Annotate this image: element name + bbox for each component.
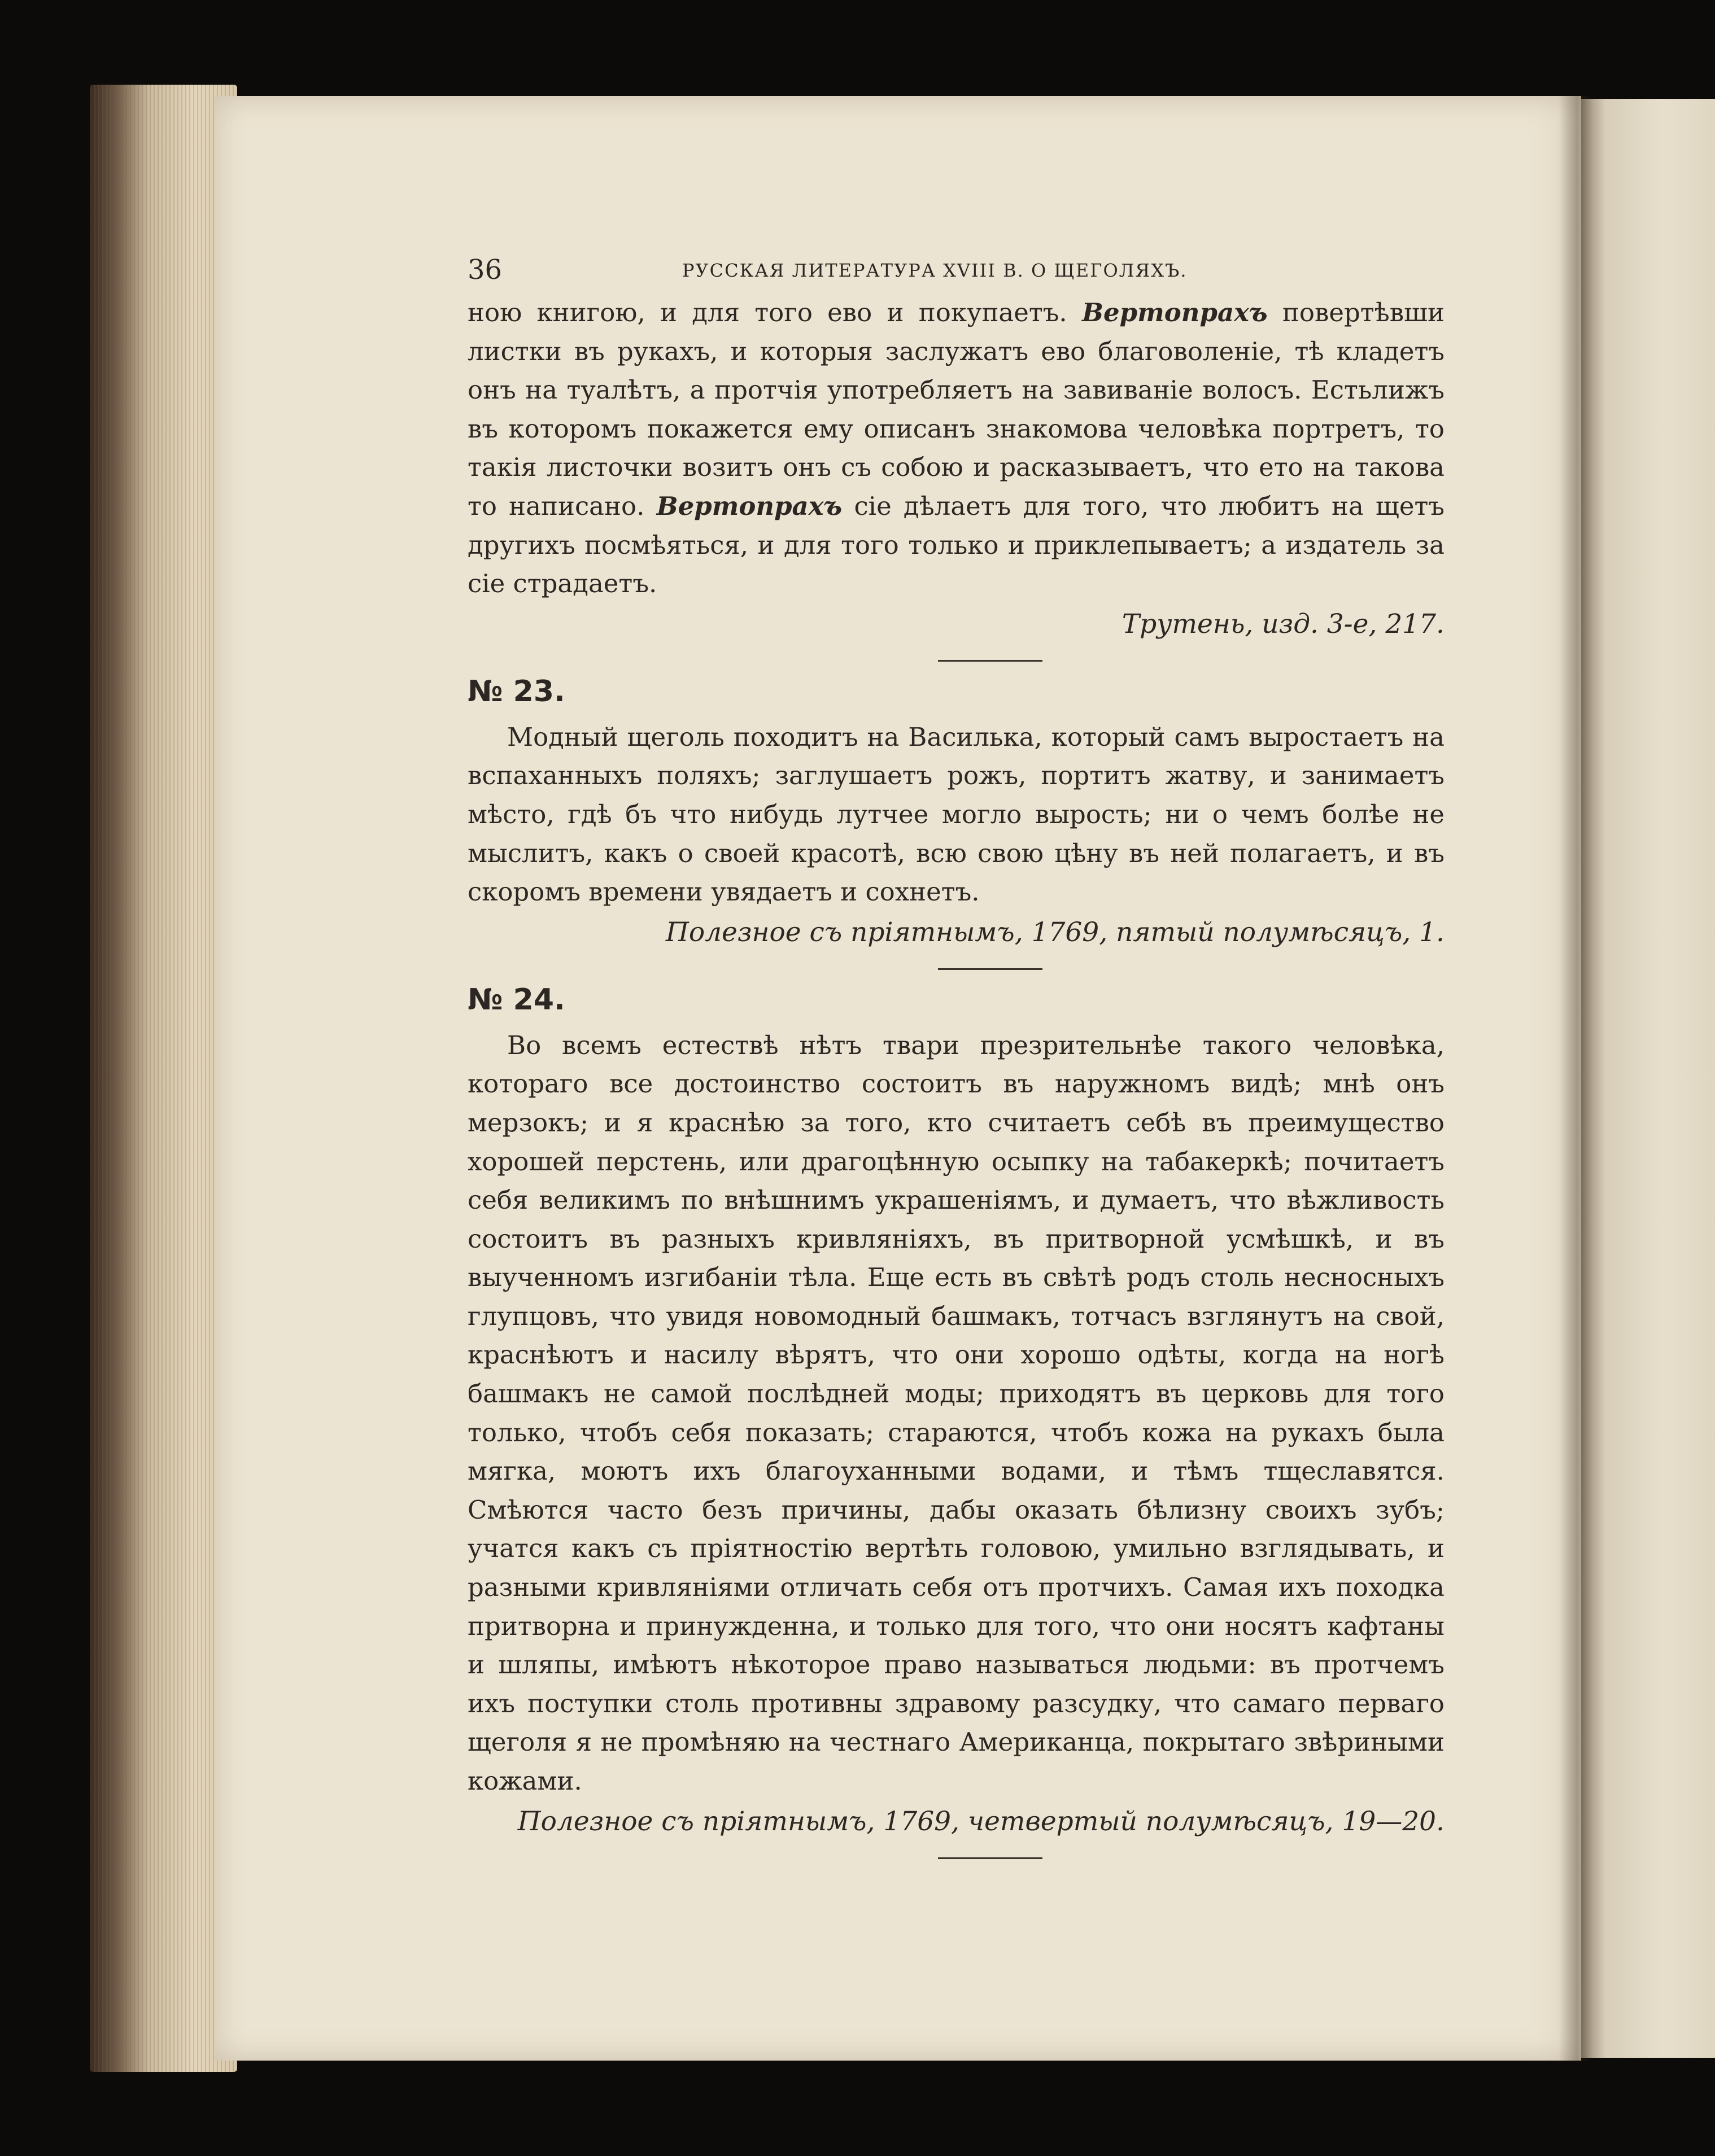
entry-23-number: № 23. [468, 674, 565, 709]
entry-22-citation: Трутень, изд. 3-е, 217. [1121, 608, 1445, 640]
page-text [468, 254, 1445, 1869]
book-gutter [1559, 96, 1592, 2061]
entry-22-tail-paragraph [468, 294, 1445, 603]
running-title: РУССКАЯ ЛИТЕРАТУРА XVIII В. О ЩЕГОЛЯХЪ. [682, 260, 1188, 281]
entry-24-paragraph: Во всемъ естествѣ нѣтъ твари презрительнѣе такого человѣка, котораго все достоинство состоитъ въ наружномъ видѣ; мнѣ онъ мерзокъ; и я краснѣю за того, кто считаетъ себѣ въ преимущество хорошей перстень, или драгоцѣнную осыпку на табакеркѣ; почитаетъ себя великимъ по внѣшнимъ украшенiямъ, и думаетъ, что вѣжливость состоитъ въ разныхъ кривлянiяхъ, въ притворной усмѣшкѣ, и въ выученномъ изгибанiи тѣла. Еще есть въ свѣтѣ родъ столь несносныхъ глупцовъ, что увидя новомодный башмакъ, тотчасъ взглянутъ на свой, краснѣютъ и насилу вѣрятъ, что они хорошо одѣты, когда на ногѣ башмакъ не самой послѣдней моды; приходятъ въ церковь для того только, чтобъ себя показать; стараются, чтобъ кожа на рукахъ была мягка, моютъ ихъ благоуханными водами, и тѣмъ тщеславятся. Смѣются часто безъ причины, дабы оказать бѣлизну своихъ зубъ; учатся какъ съ прiятностiю вертѣть головою, умильно взглядывать, и разными кривлянiями отличать себя отъ протчихъ. Самая ихъ походка притворна и принужденна, и только для того, что они носятъ кафтаны и шляпы, имѣютъ нѣкоторое право называться людьми: въ протчемъ ихъ поступки столь противны здравому разсудку, что самаго перваго щеголя я не промѣняю на честнаго Американца, покрытаго звѣриными кожами. [468, 1030, 1445, 1796]
page-header [468, 254, 1445, 294]
section-divider [938, 1857, 1042, 1859]
entry-22-text-a: ною книгою, и для того ево и покупаетъ. [468, 298, 1067, 327]
entry-22-name-a: Вертопрахъ [1082, 298, 1268, 327]
section-divider [938, 660, 1042, 662]
entry-24-citation: Полезное съ прiятнымъ, 1769, четвертый полумѣсяцъ, 19—20. [517, 1805, 1445, 1837]
page-number: 36 [468, 254, 503, 286]
entry-22-text-c: повертѣвши листки въ рукахъ, и которыя заслужатъ ево благоволенiе, тѣ кладетъ онъ на туалѣтъ, а протчiя употребляетъ на завиванiе волосъ. Естьлижъ въ которомъ покажется ему описанъ знакомова человѣка портретъ, то такiя листочки возитъ онъ съ собою и расказываетъ, что ето на такова то написано. [468, 298, 1445, 521]
entry-23-citation: Полезное съ прiятнымъ, 1769, пятый полумѣсяцъ, 1. [665, 916, 1445, 948]
facing-page [1581, 99, 1715, 2058]
entry-23-paragraph: Модный щеголь походитъ на Василька, который самъ выростаетъ на вспаханныхъ поляхъ; заглушаетъ рожъ, портитъ жатву, и занимаетъ мѣсто, гдѣ бъ что нибудь лутчее могло вырость; ни о чемъ болѣе не мыслитъ, какъ о своей красотѣ, всю свою цѣну въ ней полагаетъ, и въ скоромъ времени увядаетъ и сохнетъ. [468, 721, 1445, 907]
section-divider [938, 968, 1042, 970]
entry-24-number: № 24. [468, 982, 565, 1017]
entry-22-name-b: Вертопрахъ [656, 491, 843, 521]
entry-22-text-e: сiе дѣлаетъ для того, что любитъ на щетъ другихъ посмѣяться, и для того только и приклепываетъ; а издатель за сiе страдаетъ. [468, 491, 1445, 599]
